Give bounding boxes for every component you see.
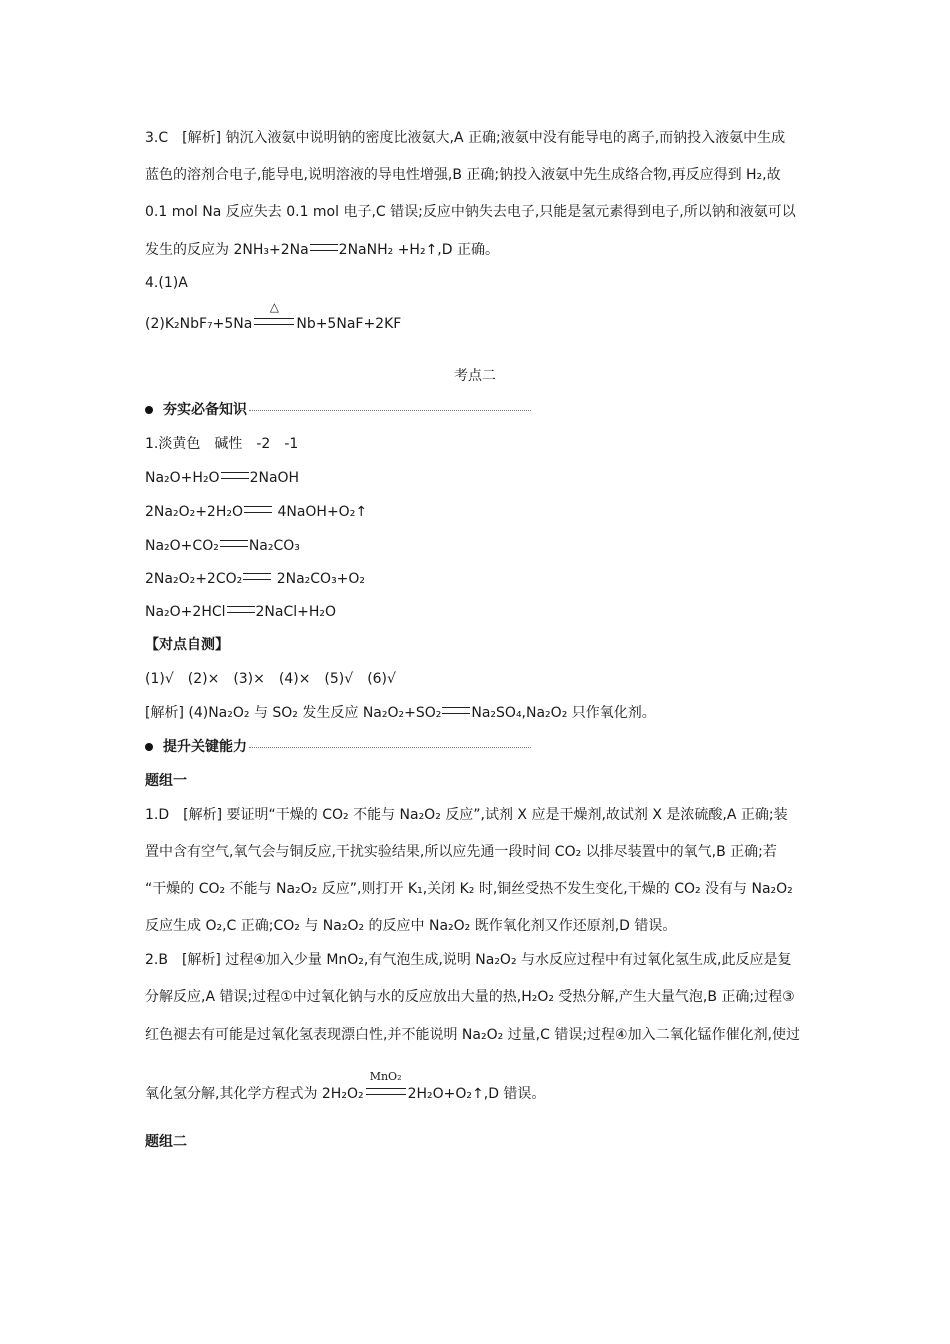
equation-reactants: 氧化氢分解,其化学方程式为 2H₂O₂ xyxy=(145,1086,364,1102)
self-test-explanation xyxy=(145,703,656,723)
equation-products: 2H₂O+O₂↑,D 错误。 xyxy=(407,1086,546,1102)
equation-reactants: Na₂O+CO₂ xyxy=(145,538,219,554)
q3-line-1: 3.C [解析] 钠沉入液氨中说明钠的密度比液氨大,A 正确;液氨中没有能导电的离子,而钠投入液氨中生成 xyxy=(145,130,786,146)
q1-line-3: “干燥的 CO₂ 不能与 Na₂O₂ 反应”,则打开 K₁,关闭 K₂ 时,铜丝受热不发生变化,干燥的 CO₂ 没有与 Na₂O₂ xyxy=(145,881,793,897)
q2-line-2: 分解反应,A 错误;过程①中过氧化钠与水的反应放出大量的热,H₂O₂ 受热分解,产生大量气泡,B 正确;过程③ xyxy=(145,989,795,1005)
q1-line-1: 1.D [解析] 要证明“干燥的 CO₂ 不能与 Na₂O₂ 反应”,试剂 X 应是干燥剂,故试剂 X 是浓硫酸,A 正确;装 xyxy=(145,807,788,823)
equation-3 xyxy=(145,536,300,556)
bullet-dot-icon xyxy=(145,406,153,414)
q2-line-4 xyxy=(145,1070,546,1104)
equals-sign xyxy=(442,707,470,714)
equation-2 xyxy=(145,502,367,522)
q2-line-3: 红色褪去有可能是过氧化氢表现漂白性,并不能说明 Na₂O₂ 过量,C 错误;过程④加入二氧化锰作催化剂,使过 xyxy=(145,1027,801,1043)
equation-reactants: Na₂O+H₂O xyxy=(145,470,220,486)
equals-sign xyxy=(227,606,255,613)
equals-sign-with-condition xyxy=(254,300,294,325)
equals-sign xyxy=(221,472,249,479)
equation-reactants: 2Na₂O₂+2H₂O xyxy=(145,504,243,520)
subsection-heading-1 xyxy=(145,400,531,420)
equation-reactants: Na₂O+2HCl xyxy=(145,604,226,620)
equation-reactants: [解析] (4)Na₂O₂ 与 SO₂ 发生反应 Na₂O₂+SO₂ xyxy=(145,705,442,721)
equation-products: Na₂SO₄,Na₂O₂ 只作氧化剂。 xyxy=(471,705,656,721)
equals-sign xyxy=(243,573,271,580)
self-test-answers: (1)√ (2)× (3)× (4)× (5)√ (6)√ xyxy=(145,671,396,687)
heat-condition: △ xyxy=(269,300,279,314)
bullet-dot-icon xyxy=(145,743,153,751)
q1-line-4: 反应生成 O₂,C 正确;CO₂ 与 Na₂O₂ 的反应中 Na₂O₂ 既作氧化剂又作还原剂,D 错误。 xyxy=(145,918,677,934)
equation-products: 2Na₂CO₃+O₂ xyxy=(272,571,366,587)
q2-line-1: 2.B [解析] 过程④加入少量 MnO₂,有气泡生成,说明 Na₂O₂ 与水反应过程中有过氧化氢生成,此反应是复 xyxy=(145,952,792,968)
equals-sign xyxy=(220,540,248,547)
equation-products: Nb+5NaF+2KF xyxy=(296,316,402,332)
catalyst-condition: MnO₂ xyxy=(369,1070,402,1083)
equation-products: 4NaOH+O₂↑ xyxy=(273,504,368,520)
q3-line-4 xyxy=(145,240,499,260)
equation-reactants: 发生的反应为 2NH₃+2Na xyxy=(145,242,309,258)
dotted-leader xyxy=(249,410,531,411)
subsection-title: 提升关键能力 xyxy=(163,739,247,755)
equation-products: 2NaCl+H₂O xyxy=(255,604,337,620)
subsection-title: 夯实必备知识 xyxy=(163,402,247,418)
dotted-leader xyxy=(249,747,531,748)
section-heading-kaodian: 考点二 xyxy=(454,368,496,384)
q3-line-3: 0.1 mol Na 反应失去 0.1 mol 电子,C 错误;反应中钠失去电子,只能是氢元素得到电子,所以钠和液氨可以 xyxy=(145,204,796,220)
equals-sign xyxy=(310,244,338,251)
equation-4 xyxy=(145,569,365,589)
equation-products: 2NaOH xyxy=(249,470,300,486)
question-group-1-title: 题组一 xyxy=(145,773,187,789)
q4-line-1: 4.(1)A xyxy=(145,275,188,291)
q1-line-2: 置中含有空气,氧气会与铜反应,干扰实验结果,所以应先通一段时间 CO₂ 以排尽装置中的氧气,B 正确;若 xyxy=(145,844,777,860)
equation-5 xyxy=(145,602,336,622)
question-group-2-title: 题组二 xyxy=(145,1134,187,1150)
equation-1 xyxy=(145,468,299,488)
equation-products: 2NaNH₂ +H₂↑,D 正确。 xyxy=(338,242,499,258)
equation-products: Na₂CO₃ xyxy=(248,538,300,554)
q3-line-2: 蓝色的溶剂合电子,能导电,说明溶液的导电性增强,B 正确;钠投入液氨中先生成络合物,再反应得到 H₂,故 xyxy=(145,167,781,183)
k-line-1: 1.淡黄色 碱性 -2 -1 xyxy=(145,436,299,452)
subsection-heading-2 xyxy=(145,737,531,757)
equals-sign-with-condition xyxy=(366,1070,406,1095)
q4-line-2 xyxy=(145,300,402,334)
self-test-title: 【对点自测】 xyxy=(145,637,229,653)
equals-sign xyxy=(244,506,272,513)
equation-reactants: (2)K₂NbF₇+5Na xyxy=(145,316,253,332)
equation-reactants: 2Na₂O₂+2CO₂ xyxy=(145,571,243,587)
